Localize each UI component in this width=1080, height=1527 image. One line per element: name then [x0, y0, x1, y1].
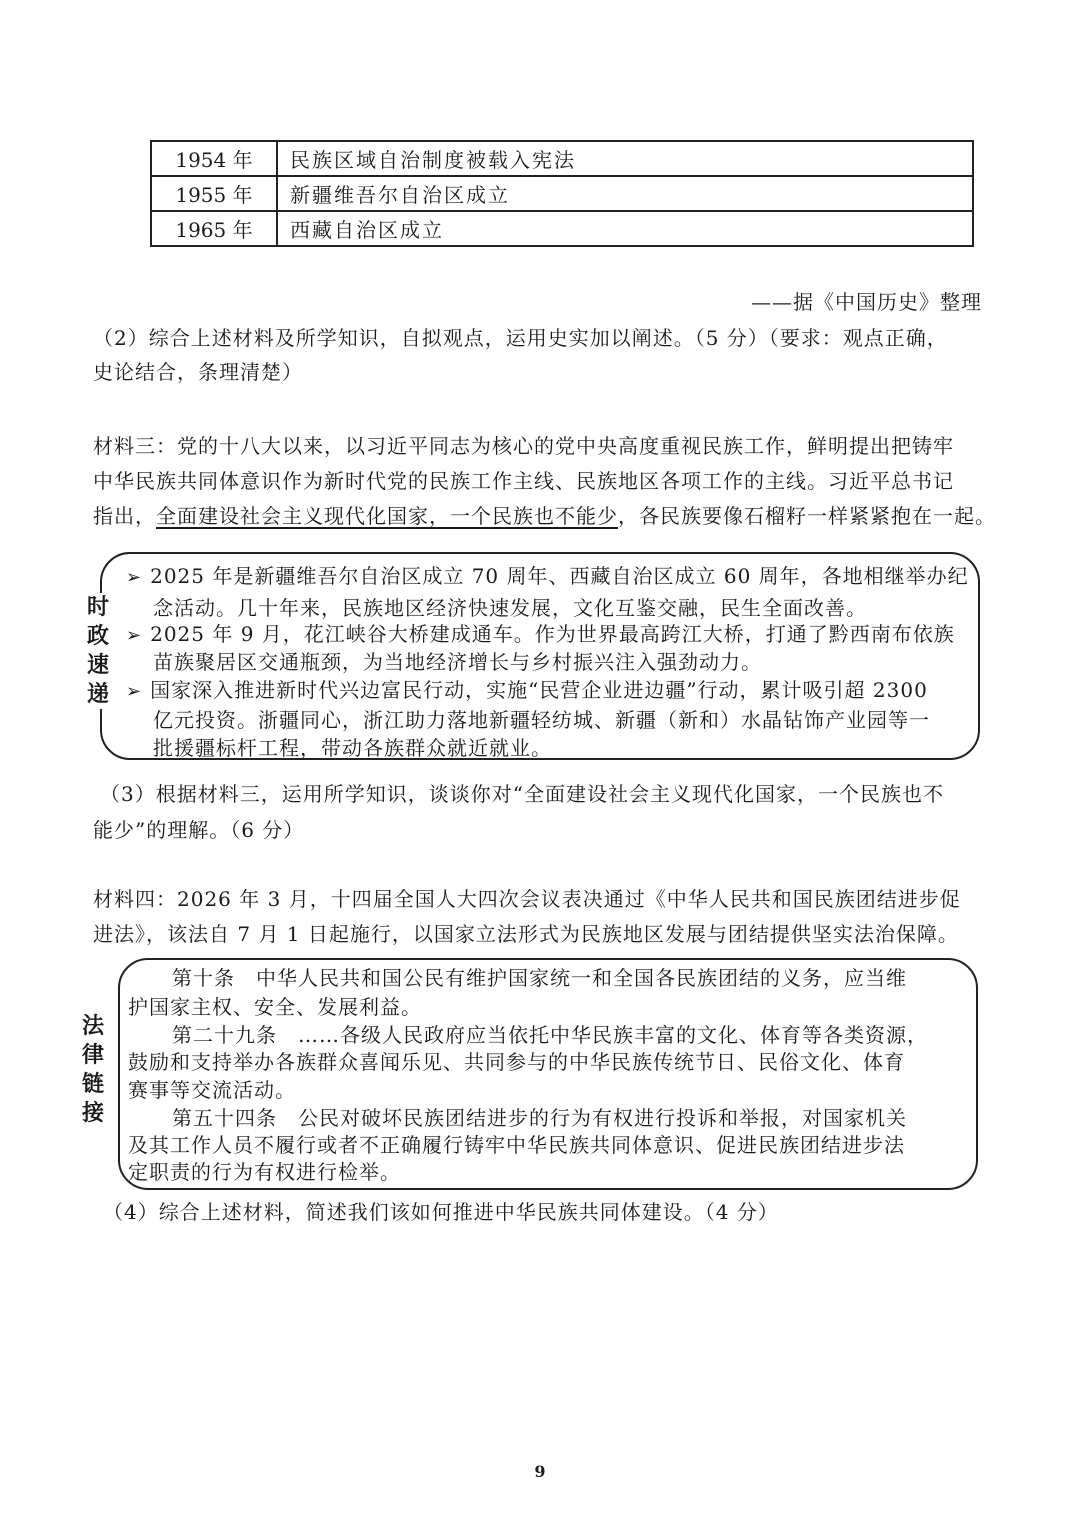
news-line: 2025 年是新疆维吾尔自治区成立 70 周年、西藏自治区成立 60 周年，各地相继举办纪 [150, 564, 969, 588]
law-line: 第十条 中华人民共和国公民有维护国家统一和全国各民族团结的义务，应当维 [172, 966, 907, 990]
law-excerpt-label [80, 1012, 106, 1128]
law-line: 第五十四条 公民对破坏民族团结进步的行为有权进行投诉和举报，对国家机关 [172, 1106, 907, 1130]
table-cell-event: 新疆维吾尔自治区成立 [277, 176, 973, 211]
law-line: 赛事等交流活动。 [128, 1078, 296, 1102]
law-line: 第二十九条 ……各级人民政府应当依托中华民族丰富的文化、体育等各类资源， [172, 1023, 928, 1047]
current-affairs-label [85, 593, 111, 709]
material-3-line-3-prefix: 指出， [93, 504, 156, 528]
page-number: 9 [534, 1462, 546, 1481]
news-item-1 [126, 560, 969, 589]
arrow-bullet-icon: ➢ [126, 567, 143, 588]
question-2-line-1: （2）综合上述材料及所学知识，自拟观点，运用史实加以阐述。（5 分）（要求：观点正确， [93, 326, 948, 350]
question-3-line-1: （3）根据材料三，运用所学知识，谈谈你对“全面建设社会主义现代化国家，一个民族也不 [100, 782, 944, 806]
law-line: 护国家主权、安全、发展利益。 [128, 995, 422, 1019]
source-citation: ——据《中国历史》整理 [751, 290, 982, 314]
news-line: 念活动。几十年来，民族地区经济快速发展，文化互鉴交融，民生全面改善。 [153, 596, 867, 620]
material-3-line-3 [93, 500, 996, 529]
news-item-3 [126, 674, 928, 703]
material-3-line-2: 中华民族共同体意识作为新时代党的民族工作主线、民族地区各项工作的主线。习近平总书记 [93, 469, 954, 493]
question-2-line-2: 史论结合，条理清楚） [93, 360, 303, 384]
table-cell-event: 民族区域自治制度被载入宪法 [277, 141, 973, 176]
arrow-bullet-icon: ➢ [126, 625, 143, 646]
news-item-2 [126, 618, 955, 647]
table-cell-year: 1965 年 [151, 211, 277, 246]
label-char: 时 [86, 594, 109, 620]
label-char: 接 [81, 1100, 104, 1126]
table-cell-year: 1954 年 [151, 141, 277, 176]
material-4-line-1: 材料四：2026 年 3 月，十四届全国人大四次会议表决通过《中华人民共和国民族团结进步促 [93, 887, 961, 911]
underlined-quote: 全面建设社会主义现代化国家，一个民族也不能少 [156, 504, 618, 528]
law-line: 及其工作人员不履行或者不正确履行铸牢中华民族共同体意识、促进民族团结进步法 [128, 1133, 905, 1157]
label-char: 法 [81, 1013, 104, 1039]
table-row [151, 141, 973, 176]
news-line: 苗族聚居区交通瓶颈，为当地经济增长与乡村振兴注入强劲动力。 [153, 650, 762, 674]
label-char: 递 [86, 681, 109, 707]
arrow-bullet-icon: ➢ [126, 681, 143, 702]
material-3-line-3-suffix: ，各民族要像石榴籽一样紧紧抱在一起。 [618, 504, 996, 528]
table-row [151, 176, 973, 211]
material-3-line-1: 材料三：党的十八大以来，以习近平同志为核心的党中央高度重视民族工作，鲜明提出把铸牢 [93, 434, 954, 458]
label-char: 链 [81, 1071, 104, 1097]
law-line: 定职责的行为有权进行检举。 [128, 1160, 401, 1184]
question-4: （4）综合上述材料，简述我们该如何推进中华民族共同体建设。（4 分） [103, 1200, 779, 1224]
news-line: 亿元投资。浙疆同心，浙江助力落地新疆轻纺城、新疆（新和）水晶钻饰产业园等一 [153, 708, 930, 732]
question-3-line-2: 能少”的理解。（6 分） [93, 818, 305, 842]
table-cell-event: 西藏自治区成立 [277, 211, 973, 246]
news-line: 国家深入推进新时代兴边富民行动，实施“民营企业进边疆”行动，累计吸引超 2300 [150, 678, 928, 702]
law-line: 鼓励和支持举办各族群众喜闻乐见、共同参与的中华民族传统节日、民俗文化、体育 [128, 1050, 905, 1074]
label-char: 政 [86, 623, 109, 649]
label-char: 律 [81, 1042, 104, 1068]
table-row [151, 211, 973, 246]
news-line: 批援疆标杆工程，带动各族群众就近就业。 [153, 736, 552, 760]
material-4-line-2: 进法》，该法自 7 月 1 日起施行，以国家立法形式为民族地区发展与团结提供坚实法治保障。 [93, 922, 959, 946]
table-cell-year: 1955 年 [151, 176, 277, 211]
news-line: 2025 年 9 月，花江峡谷大桥建成通车。作为世界最高跨江大桥，打通了黔西南布依族 [150, 622, 955, 646]
label-char: 速 [86, 652, 109, 678]
timeline-table [150, 140, 974, 247]
